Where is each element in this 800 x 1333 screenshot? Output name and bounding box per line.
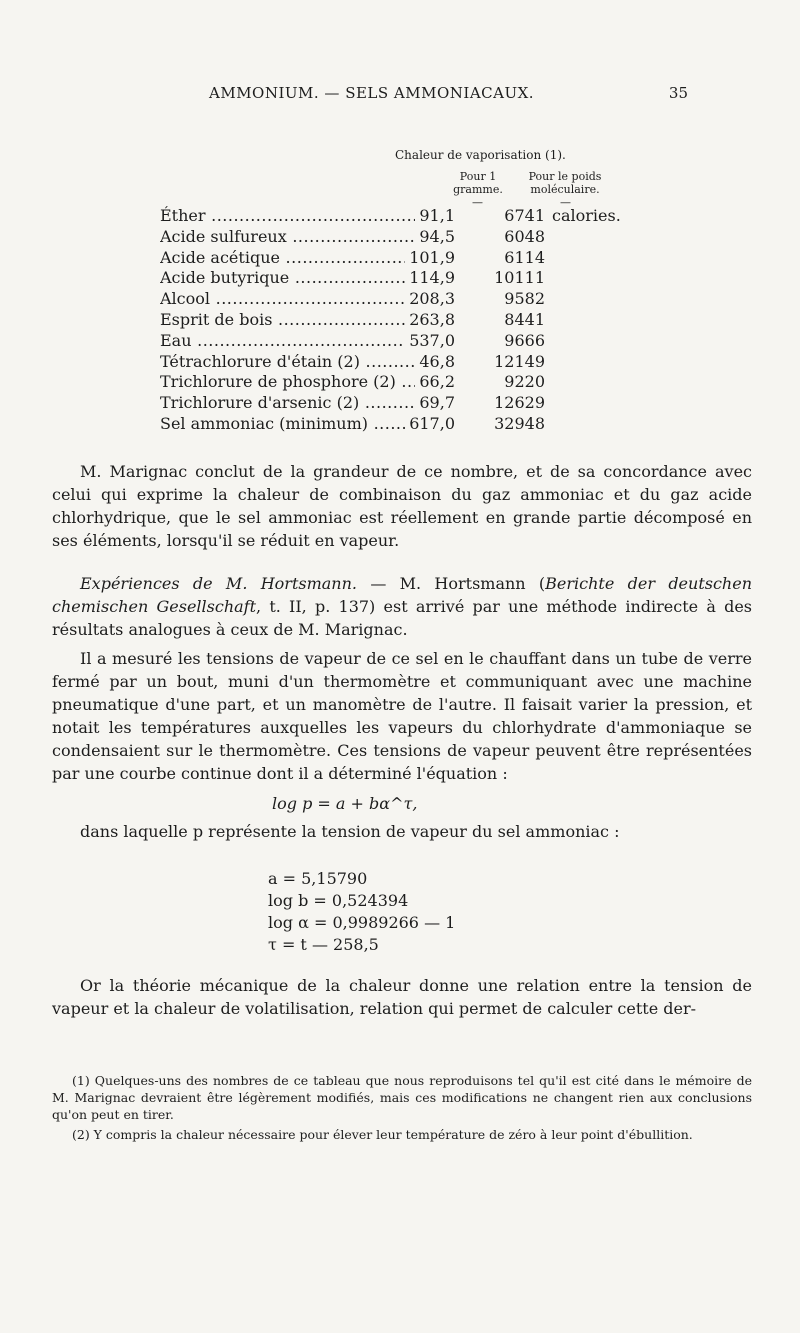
row-molecular: 8441 xyxy=(504,309,545,329)
row-molecular: 12149 xyxy=(494,351,545,371)
row-per-gram: 69,7 xyxy=(415,393,455,412)
journal-title: Berichte der deutschen chemischen Gesellschaft xyxy=(52,574,753,616)
row-per-gram: 114,9 xyxy=(405,268,455,287)
row-per-gram: 46,8 xyxy=(415,352,455,371)
row-per-gram: 208,3 xyxy=(405,289,455,308)
page-header xyxy=(0,84,800,108)
table-row xyxy=(160,206,660,227)
paragraph-method: Il a mesuré les tensions de vapeur de ce sel en le chauffant dans un tube de verre fermé par un bout, muni d'un thermomètre et communiquant avec une machine pneumatique d'une part, et un manomètre de l'autre. Il faisait varier la pression, et notait les températures auxquelles les vapeurs du chlorhydrate d'ammoniaque se condensaient sur le thermomètre. Ces tensions de vapeur peuvent être représentées par une courbe continue dont il a déterminé l'équation : xyxy=(52,649,752,783)
row-per-gram: 91,1 xyxy=(415,206,455,225)
equation: log p = a + bα^τ, xyxy=(272,794,418,813)
constant-tau: τ = t — 258,5 xyxy=(268,935,379,954)
column-dash: — xyxy=(560,196,571,209)
table-row xyxy=(160,310,660,331)
table-caption: Chaleur de vaporisation (1). xyxy=(395,148,566,162)
row-name: Eau ..... xyxy=(160,331,450,350)
constant-log-b: log b = 0,524394 xyxy=(268,891,409,910)
row-molecular: 9666 xyxy=(504,330,545,350)
table-row xyxy=(160,352,660,373)
unit-label: calories. xyxy=(552,206,621,225)
section-heading: Expériences de M. Hortsmann. xyxy=(80,574,357,593)
row-per-gram: 617,0 xyxy=(405,414,455,433)
row-per-gram: 101,9 xyxy=(405,248,455,267)
row-per-gram: 537,0 xyxy=(405,331,455,350)
row-name: Acide sulfureux ..... xyxy=(160,227,450,246)
table-row xyxy=(160,248,660,269)
page-number: 35 xyxy=(668,84,688,102)
row-name: Acide butyrique ..... xyxy=(160,268,450,287)
table-row xyxy=(160,227,660,248)
constants-block xyxy=(268,868,455,956)
column-header-molecular: Pour le poids moléculaire. xyxy=(528,170,602,196)
row-name: Acide acétique ..... xyxy=(160,248,450,267)
row-name: Éther ..... xyxy=(160,206,450,225)
row-name: Esprit de bois ..... xyxy=(160,310,450,329)
constant-log-alpha: log α = 0,9989266 — 1 xyxy=(268,913,456,932)
row-name: Sel ammoniac (minimum) ..... xyxy=(160,414,450,433)
row-molecular: 9220 xyxy=(504,372,545,392)
row-name: Tétrachlorure d'étain (2) ..... xyxy=(160,352,450,371)
table-row xyxy=(160,372,660,393)
paragraph-conclusion: M. Marignac conclut de la grandeur de ce nombre, et de sa concordance avec celui qui exprime la chaleur de combinaison du gaz ammoniac et du gaz acide chlorhydrique, que le sel ammoniac est réellement en grande partie décomposé en ses éléments, lorsqu'il se réduit en vapeur. xyxy=(52,462,752,550)
row-name: Trichlorure de phosphore (2) ..... xyxy=(160,372,450,391)
row-molecular: 6741 xyxy=(504,206,545,225)
column-dash: — xyxy=(472,196,483,209)
constant-a: a = 5,15790 xyxy=(268,869,368,888)
row-per-gram: 263,8 xyxy=(405,310,455,329)
row-molecular: 9582 xyxy=(504,289,545,309)
table-row xyxy=(160,393,660,414)
footnote-1: (1) Quelques-uns des nombres de ce tableau que nous reproduisons tel qu'il est cité dans le mémoire de M. Marignac devraient être légèrement modifiés, mais ces modifications ne changent rien aux conclusions qu'on peut en tirer. xyxy=(52,1073,752,1122)
table-row xyxy=(160,331,660,352)
table-row xyxy=(160,289,660,310)
paragraph-hortsmann: Expériences de M. Hortsmann. — M. Hortsmann (Berichte der deutschen chemischen Gesellschaft, t. II, p. 137) est arrivé par une méthode indirecte à des résultats analogues à ceux de M. Marignac. xyxy=(52,574,753,639)
row-molecular: 6114 xyxy=(504,247,545,267)
row-name: Alcool ..... xyxy=(160,289,450,308)
paragraph-theory: Or la théorie mécanique de la chaleur donne une relation entre la tension de vapeur et la chaleur de volatilisation, relation qui permet de calculer cette der- xyxy=(52,976,752,1018)
paragraph-definition: dans laquelle p représente la tension de vapeur du sel ammoniac : xyxy=(80,822,620,841)
row-name: Trichlorure d'arsenic (2) ..... xyxy=(160,393,450,412)
footnote-2: (2) Y compris la chaleur nécessaire pour élever leur température de zéro à leur point d'ébullition. xyxy=(72,1127,693,1142)
row-molecular: 32948 xyxy=(494,413,545,433)
column-header-per-gram: Pour 1 gramme. xyxy=(453,170,503,196)
row-per-gram: 66,2 xyxy=(415,372,455,391)
row-molecular: 10111 xyxy=(494,268,545,288)
vaporisation-table xyxy=(160,206,660,435)
row-molecular: 12629 xyxy=(494,393,545,413)
table-row xyxy=(160,268,660,289)
row-molecular: 6048 xyxy=(504,226,545,246)
table-row xyxy=(160,414,660,435)
footnotes xyxy=(52,1072,752,1146)
row-per-gram: 94,5 xyxy=(415,227,455,246)
running-title: AMMONIUM. — SELS AMMONIACAUX. xyxy=(209,84,535,102)
